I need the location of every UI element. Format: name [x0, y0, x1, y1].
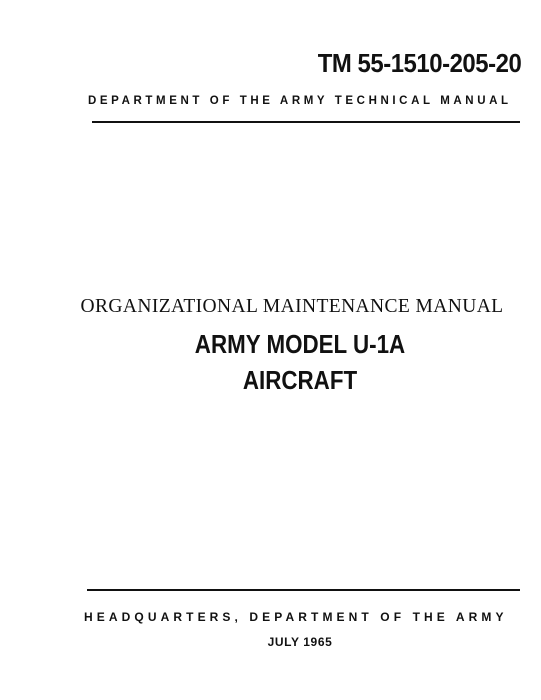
model-title: ARMY MODEL U-1A	[194, 329, 406, 359]
department-line: DEPARTMENT OF THE ARMY TECHNICAL MANUAL	[88, 95, 512, 107]
tm-number: TM 55-1510-205-20	[317, 48, 521, 78]
manual-type-title: ORGANIZATIONAL MAINTENANCE MANUAL	[80, 296, 504, 317]
top-divider	[92, 121, 520, 123]
publication-date: JULY 1965	[267, 635, 333, 649]
subject-title: AIRCRAFT	[242, 365, 358, 395]
issuer-line: HEADQUARTERS, DEPARTMENT OF THE ARMY	[84, 610, 508, 624]
bottom-divider	[87, 589, 520, 591]
